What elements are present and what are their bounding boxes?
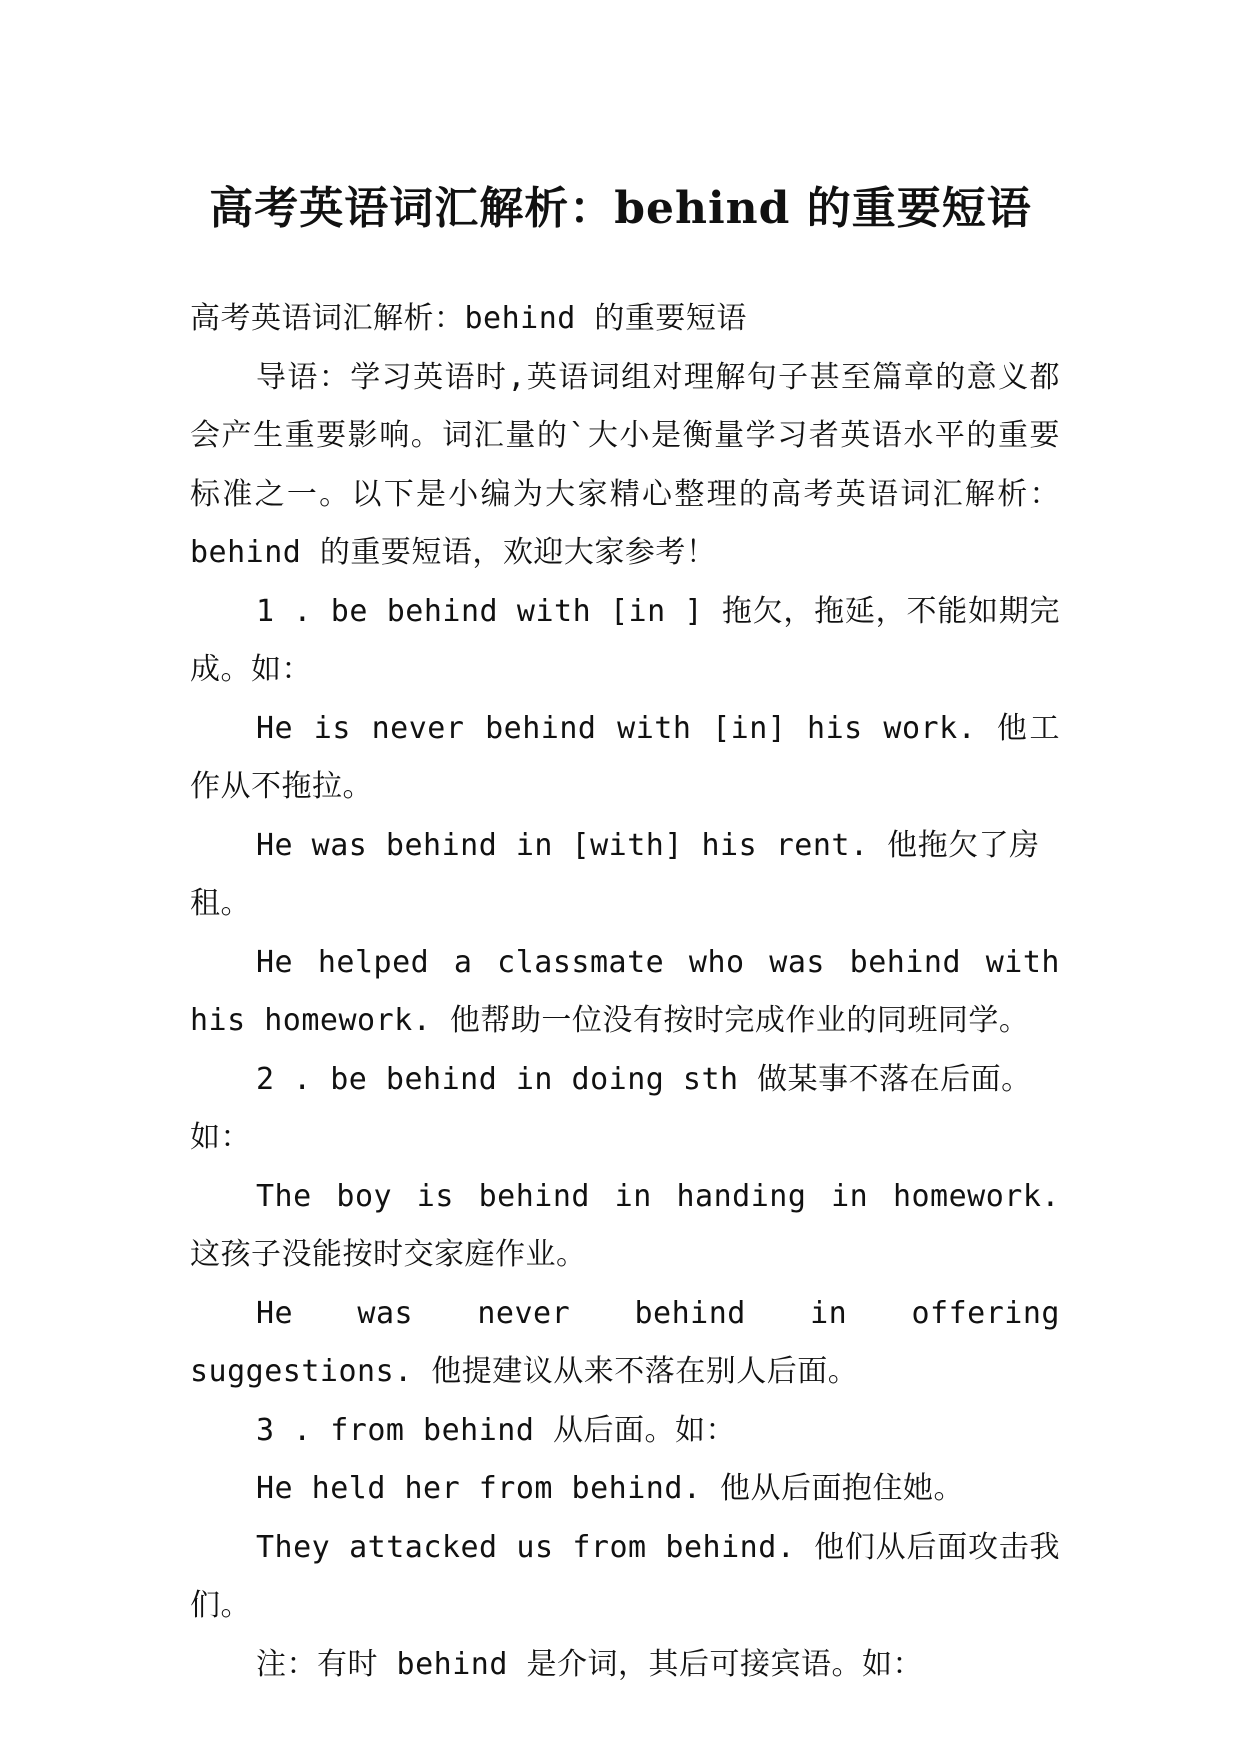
paragraph-example: He was never behind in offering suggestions. 他提建议从来不落在别人后面。 [190, 1295, 1060, 1389]
paragraph-example: The boy is behind in handing in homework. 这孩子没能按时交家庭作业。 [190, 1178, 1060, 1272]
paragraph-item-1: 1 . be behind with [in ] 拖欠，拖延，不能如期完成。如： [190, 593, 1060, 687]
paragraph-example: He held her from behind. 他从后面抱住她。 [256, 1471, 965, 1506]
paragraph-example: He is never behind with [in] his work. 他工作从不拖拉。 [190, 710, 1060, 804]
paragraph-example: He helped a classmate who was behind with his homework. 他帮助一位没有按时完成作业的同班同学。 [190, 944, 1060, 1038]
paragraph-heading: 高考英语词汇解析：behind 的重要短语 [190, 301, 747, 336]
paragraph-item-3: 3 . from behind 从后面。如： [256, 1412, 736, 1448]
paragraph-example: He was behind in [with] his rent. 他拖欠了房租。 [190, 827, 1040, 921]
paragraph-example: They attacked us from behind. 他们从后面攻击我们。 [190, 1529, 1060, 1623]
document-body [190, 290, 1060, 1694]
document-title: 高考英语词汇解析：behind 的重要短语 [209, 183, 1032, 235]
paragraph-note: 注：有时 behind 是介词，其后可接宾语。如： [256, 1646, 923, 1682]
paragraph-item-2: 2 . be behind in doing sth 做某事不落在后面。如： [190, 1061, 1032, 1155]
paragraph-intro: 导语：学习英语时,英语词组对理解句子甚至篇章的意义都会产生重要影响。词汇量的`大小是衡量学习者英语水平的重要标准之一。以下是小编为大家精心整理的高考英语词汇解析：behind 的重要短语，欢迎大家参考！ [190, 359, 1060, 570]
